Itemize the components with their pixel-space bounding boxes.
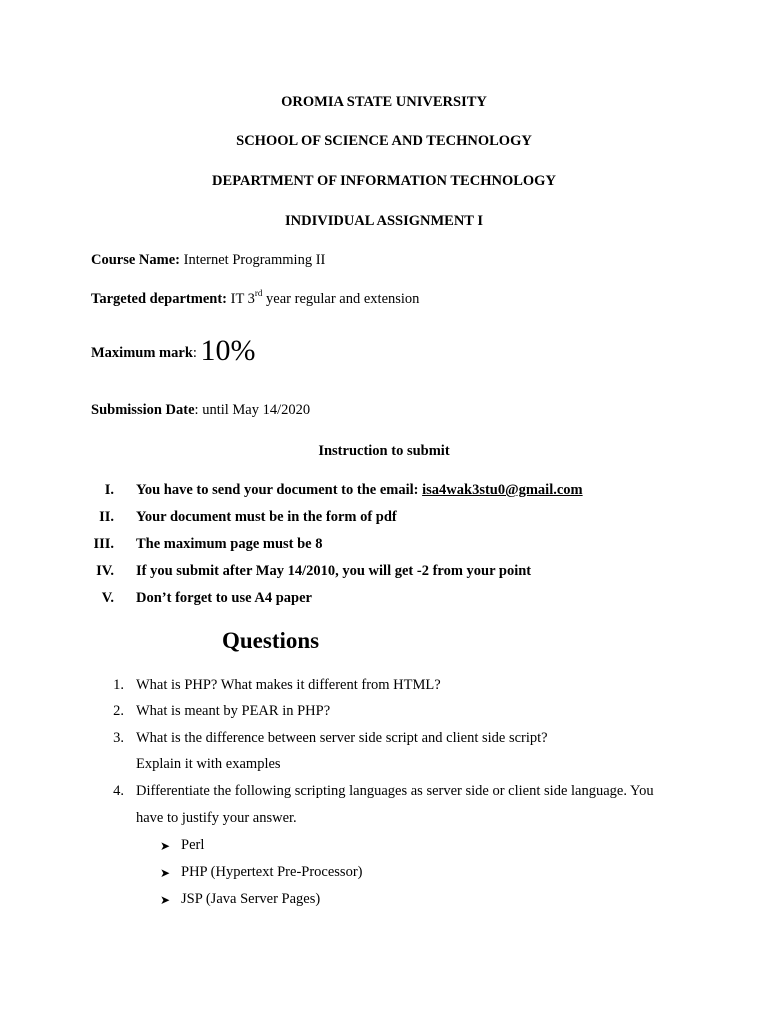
instruction-number: I. <box>104 482 114 498</box>
targeted-department-value-post: year regular and extension <box>262 291 420 307</box>
submission-date-line <box>91 402 310 419</box>
question-text-continued: have to justify your answer. <box>136 810 297 826</box>
arrow-bullet-icon: ➤ <box>160 893 171 907</box>
question-number: 4. <box>113 783 124 799</box>
assignment-title: INDIVIDUAL ASSIGNMENT I <box>285 213 483 229</box>
question-number: 2. <box>113 703 124 719</box>
arrow-bullet-icon: ➤ <box>160 839 171 853</box>
maximum-mark-label: Maximum mark <box>91 345 193 361</box>
question-text: What is the difference between server side script and client side script? <box>136 730 548 746</box>
submission-date-value: : until May 14/2020 <box>194 402 311 418</box>
arrow-bullet-icon: ➤ <box>160 866 171 880</box>
instruction-text: Your document must be in the form of pdf <box>136 509 397 525</box>
instruction-text: If you submit after May 14/2010, you will get -2 from your point <box>136 563 532 579</box>
instruction-title: Instruction to submit <box>318 443 450 459</box>
maximum-mark-colon: : <box>192 345 201 361</box>
instruction-text: The maximum page must be 8 <box>136 536 323 552</box>
instruction-text: Don’t forget to use A4 paper <box>136 590 312 606</box>
bullet-text: PHP (Hypertext Pre-Processor) <box>181 864 363 880</box>
maximum-mark-value: 10% <box>200 334 256 367</box>
course-name-label: Course Name: <box>91 252 180 268</box>
targeted-department-line <box>91 288 420 308</box>
instruction-number: IV. <box>96 563 114 579</box>
question-text: What is meant by PEAR in PHP? <box>136 703 331 719</box>
submission-date-label: Submission Date <box>91 402 195 418</box>
course-name-line <box>91 252 325 269</box>
department-title: DEPARTMENT OF INFORMATION TECHNOLOGY <box>212 173 556 189</box>
question-text: Differentiate the following scripting languages as server side or client side language. You <box>136 783 654 799</box>
university-title: OROMIA STATE UNIVERSITY <box>281 94 487 110</box>
school-title: SCHOOL OF SCIENCE AND TECHNOLOGY <box>236 133 532 149</box>
course-name-value: Internet Programming II <box>180 252 326 268</box>
targeted-department-label: Targeted department: <box>91 291 227 307</box>
question-text: What is PHP? What makes it different from HTML? <box>136 677 441 693</box>
targeted-department-sup: rd <box>254 288 263 298</box>
maximum-mark-line <box>91 336 256 366</box>
targeted-department-value-pre: IT 3 <box>226 291 255 307</box>
question-number: 1. <box>113 677 124 693</box>
instruction-number: V. <box>101 590 114 606</box>
bullet-text: Perl <box>181 837 205 853</box>
instruction-number: III. <box>93 536 114 552</box>
bullet-text: JSP (Java Server Pages) <box>181 891 321 907</box>
instruction-text: You have to send your document to the email: <box>136 482 423 498</box>
question-text-continued: Explain it with examples <box>136 756 281 772</box>
email-link[interactable]: isa4wak3stu0@gmail.com <box>422 482 583 498</box>
question-number: 3. <box>113 730 124 746</box>
instruction-number: II. <box>99 509 114 525</box>
questions-title: Questions <box>222 628 320 653</box>
